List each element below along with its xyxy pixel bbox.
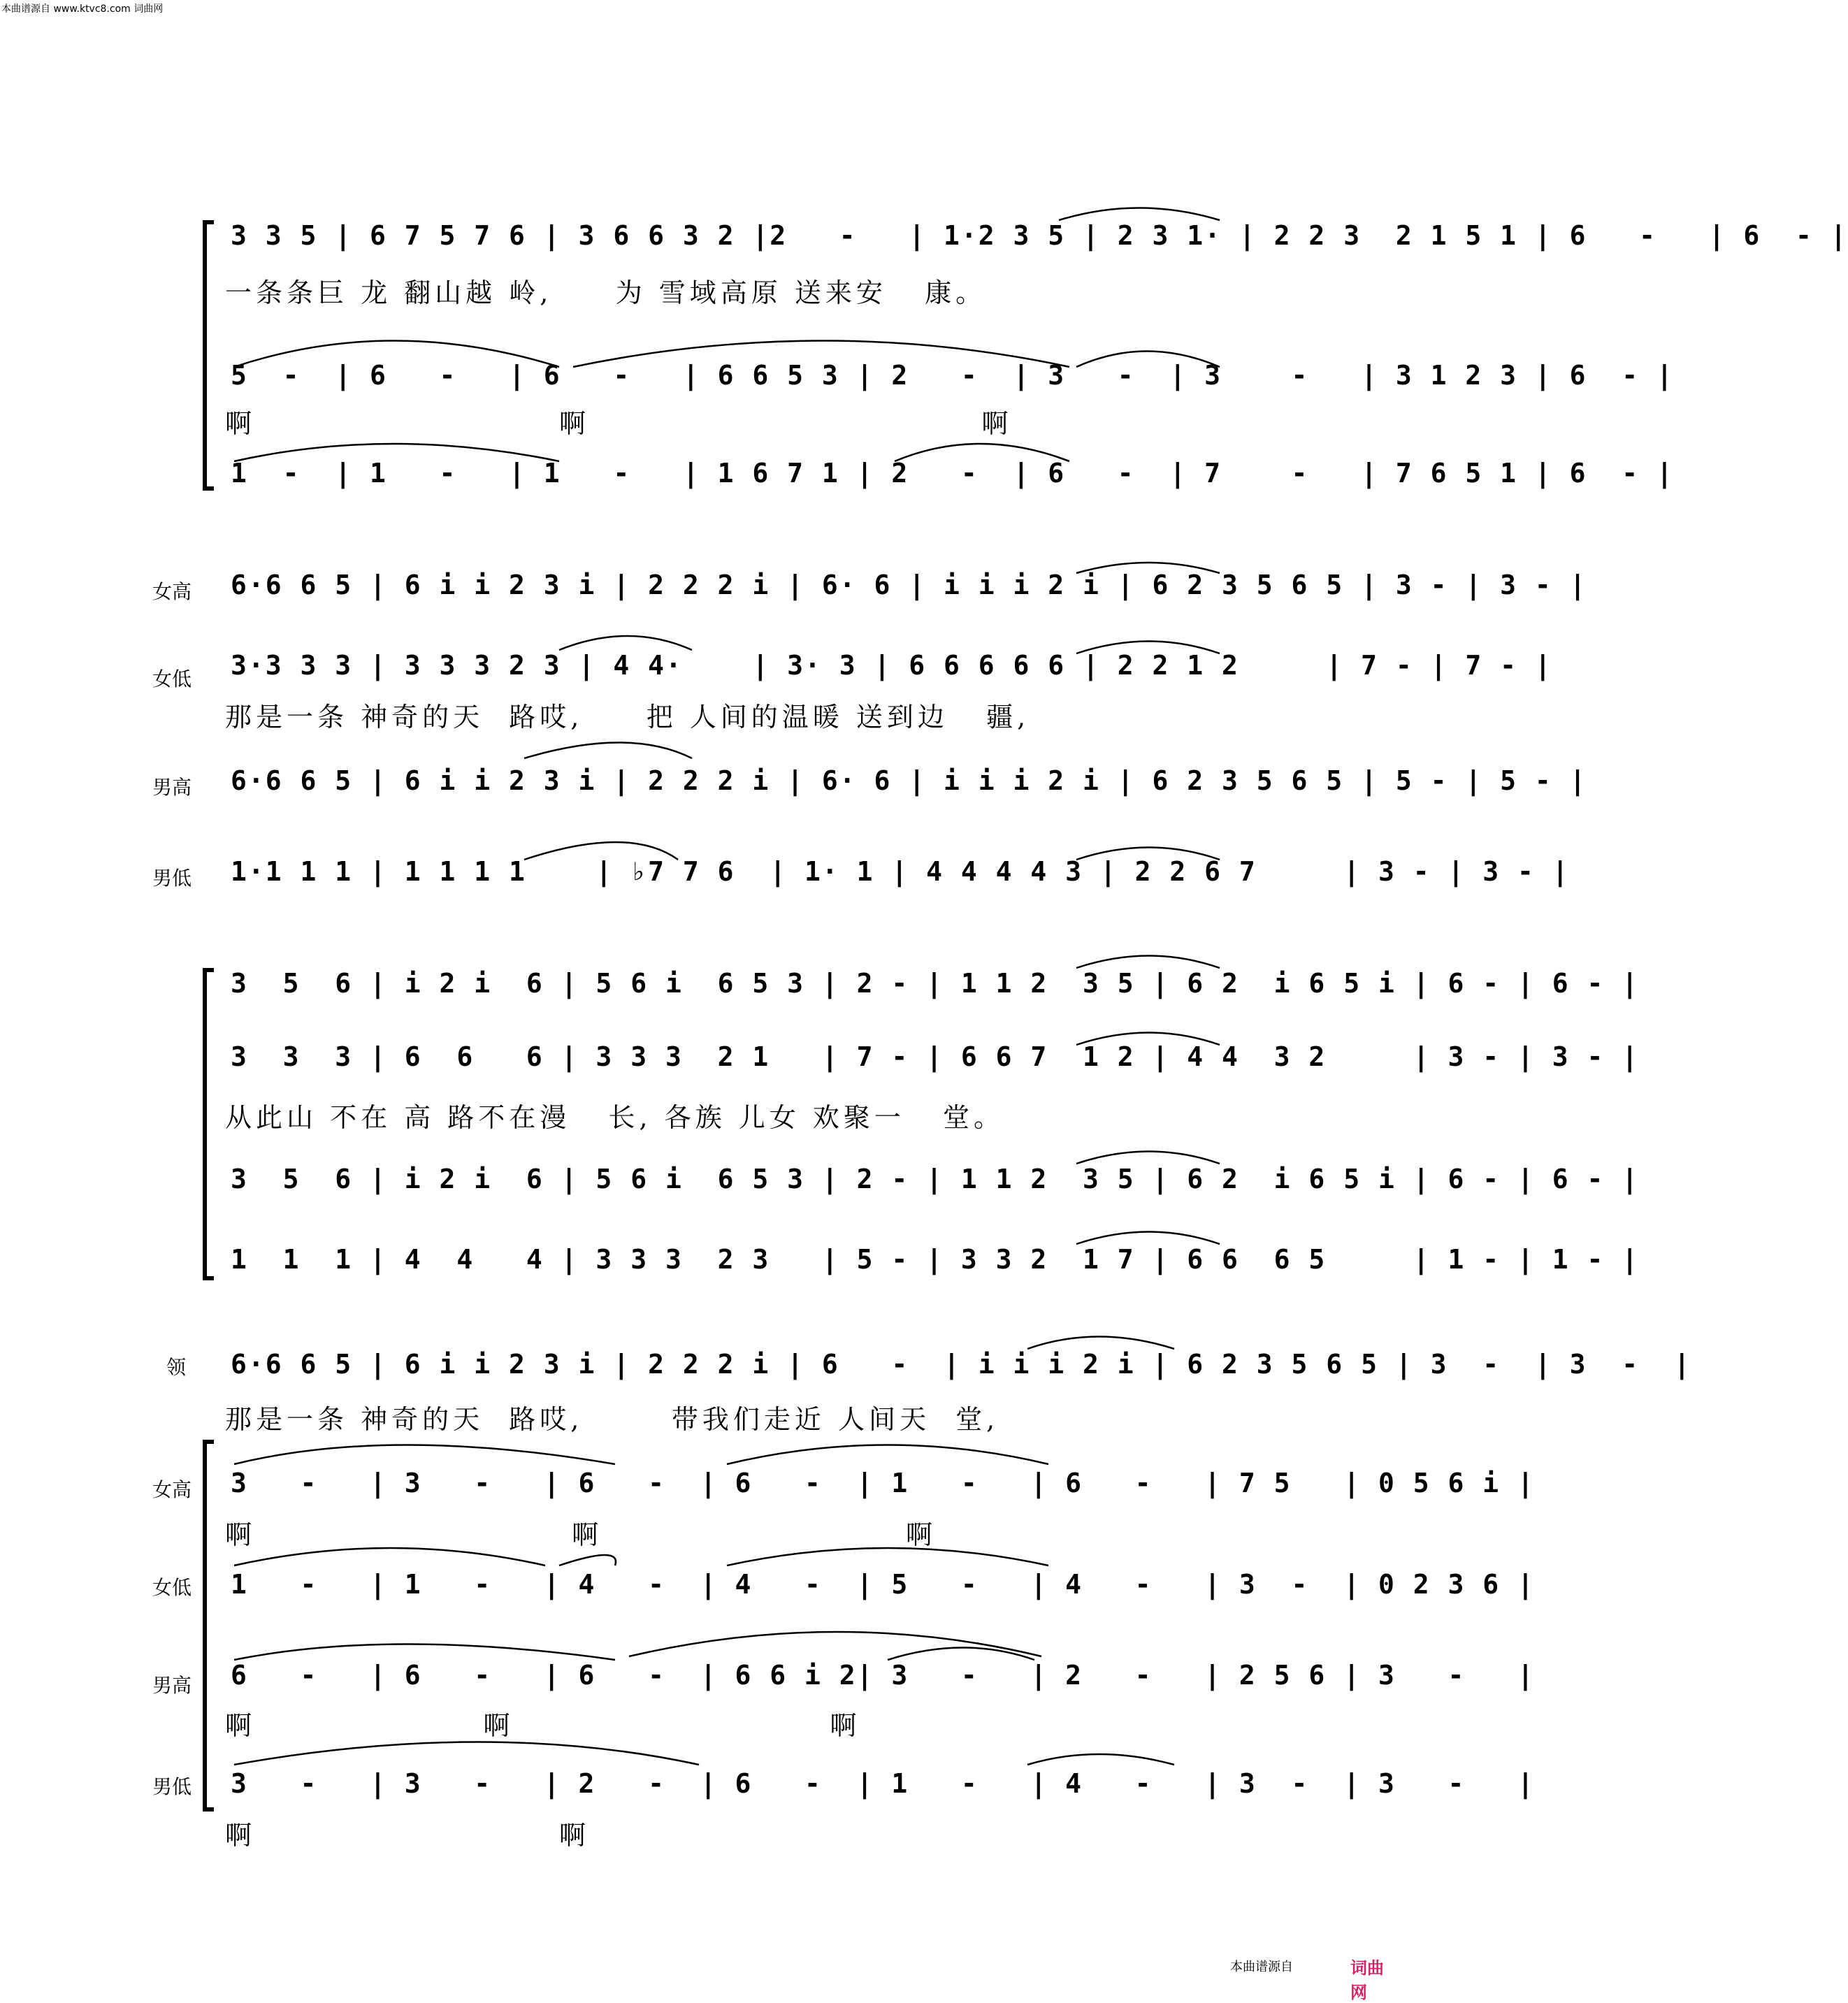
system-4-staff-1-notes: 6·6 6 5 | 6 i i 2 3 i | 2 2 2 i | 6 - | i i i 2 i | 6 2 3 5 6 5 | 3 - | 3 - | <box>231 1349 1691 1380</box>
system-2-staff-3-notes: 6·6 6 5 | 6 i i 2 3 i | 2 2 2 i | 6· 6 | i i i 2 i | 6 2 3 5 6 5 | 5 - | 5 - | <box>231 765 1587 796</box>
system-4-staff-4-notes: 6 - | 6 - | 6 - | 6 6 i 2| 3 - | 2 - | 2 5 6 | 3 - | <box>231 1660 1535 1691</box>
tie-s1-1 <box>1059 208 1220 221</box>
system-4-staff-3-notes: 1 - | 1 - | 4 - | 4 - | 5 - | 4 - | 3 - | 0 2 3 6 | <box>231 1569 1535 1600</box>
system-4-label-soprano: 女高 <box>152 1478 192 1501</box>
tie-s4-9 <box>888 1648 1034 1661</box>
watermark-top: 本曲谱源自 www.ktvc8.com 词曲网 <box>1 3 164 15</box>
system-2-staff-4-notes: 1·1 1 1 | 1 1 1 1 | ♭7 7 6 | 1· 1 | 4 4 4 4 3 | 2 2 6 7 | 3 - | 3 - | <box>231 856 1570 887</box>
tie-s4-7 <box>234 1644 615 1661</box>
system-1-staff-3-notes: 1 - | 1 - | 1 - | 1 6 7 1 | 2 - | 6 - | 7 - | 7 6 5 1 | 6 - | <box>231 458 1674 489</box>
system-4-label-alto: 女低 <box>152 1576 192 1599</box>
tie-s4-2 <box>234 1445 615 1465</box>
tie-s4-10 <box>234 1742 699 1765</box>
system-2-staff-1-notes: 6·6 6 5 | 6 i i 2 3 i | 2 2 2 i | 6· 6 | i i i 2 i | 6 2 3 5 6 5 | 3 - | 3 - | <box>231 570 1587 600</box>
system-3-staff-2-lyrics: 从此山 不在 高 路不在漫 长, 各族 儿女 欢聚一 堂。 <box>225 1102 1005 1133</box>
system-3-staff-2-notes: 3 3 3 | 6 6 6 | 3 3 3 2 1 | 7 - | 6 6 7 1 2 | 4 4 3 2 | 3 - | 3 - | <box>231 1041 1640 1072</box>
system-3-staff-4-notes: 1 1 1 | 4 4 4 | 3 3 3 2 3 | 5 - | 3 3 2 1 7 | 6 6 6 5 | 1 - | 1 - | <box>231 1244 1640 1275</box>
system-4-staff-2-notes: 3 - | 3 - | 6 - | 6 - | 1 - | 6 - | 7 5 | 0 5 6 i | <box>231 1468 1535 1498</box>
system-2-label-tenor: 男高 <box>152 776 192 799</box>
tie-s4-8 <box>629 1632 1041 1656</box>
system-4-label-tenor: 男高 <box>152 1674 192 1697</box>
system-4-label-lead: 领 <box>166 1356 187 1379</box>
tie-s2-4 <box>524 743 692 759</box>
tie-s4-11 <box>1027 1754 1174 1765</box>
watermark-bottom-left: 本曲谱源自 <box>1230 1960 1293 1974</box>
system-4-label-bass: 男低 <box>152 1775 192 1798</box>
system-4-staff-2-lyrics: 啊 啊 啊 <box>225 1519 937 1550</box>
tie-s3-3 <box>1076 1152 1220 1164</box>
system-2-staff-2-lyrics: 那是一条 神奇的天 路哎, 把 人间的温暖 送到边 疆, <box>225 702 1030 732</box>
system-2-staff-2-notes: 3·3 3 3 | 3 3 3 2 3 | 4 4· | 3· 3 | 6 6 6 6 6 | 2 2 1 2 | 7 - | 7 - | <box>231 650 1552 681</box>
tie-s4-1 <box>1027 1337 1174 1350</box>
system-4-staff-5-notes: 3 - | 3 - | 2 - | 6 - | 1 - | 4 - | 3 - | 3 - | <box>231 1768 1535 1799</box>
tie-s3-4 <box>1076 1232 1220 1245</box>
system-1-staff-2-notes: 5 - | 6 - | 6 - | 6 6 5 3 | 2 - | 3 - | 3 - | 3 1 2 3 | 6 - | <box>231 360 1674 391</box>
watermark-bottom-right: 词曲网 <box>1350 1958 1384 2002</box>
system-4-staff-5-lyrics: 啊 啊 <box>225 1820 590 1851</box>
tie-s2-2 <box>559 636 692 650</box>
system-4-staff-4-lyrics: 啊 啊 啊 <box>225 1710 861 1741</box>
tie-s4-3 <box>727 1445 1048 1465</box>
system-1-staff-1-lyrics: 一条条巨 龙 翻山越 岭, 为 雪域高原 送来安 康。 <box>225 277 987 308</box>
system-2-label-alto: 女低 <box>152 667 192 690</box>
system-2-label-bass: 男低 <box>152 867 192 890</box>
tie-s3-1 <box>1076 956 1220 969</box>
system-2-label-soprano: 女高 <box>152 580 192 603</box>
tie-s4-5 <box>559 1555 616 1565</box>
system-3-staff-1-notes: 3 5 6 | i 2 i 6 | 5 6 i 6 5 3 | 2 - | 1 1 2 3 5 | 6 2 i 6 5 i | 6 - | 6 - | <box>231 968 1640 999</box>
system-3-staff-3-notes: 3 5 6 | i 2 i 6 | 5 6 i 6 5 3 | 2 - | 1 1 2 3 5 | 6 2 i 6 5 i | 6 - | 6 - | <box>231 1164 1640 1194</box>
system-4-staff-1-lyrics: 那是一条 神奇的天 路哎, 带我们走近 人间天 堂, <box>225 1404 999 1435</box>
system-3-brace <box>203 968 214 1280</box>
system-1-staff-2-lyrics: 啊 啊 啊 <box>225 408 1013 439</box>
system-1-brace <box>203 220 214 491</box>
system-1-staff-1-notes: 3 3 5 | 6 7 5 7 6 | 3 6 6 3 2 |2 - | 1·2 3 5 | 2 3 1· | 2 2 3 2 1 5 1 | 6 - | 6 - | <box>231 220 1848 251</box>
